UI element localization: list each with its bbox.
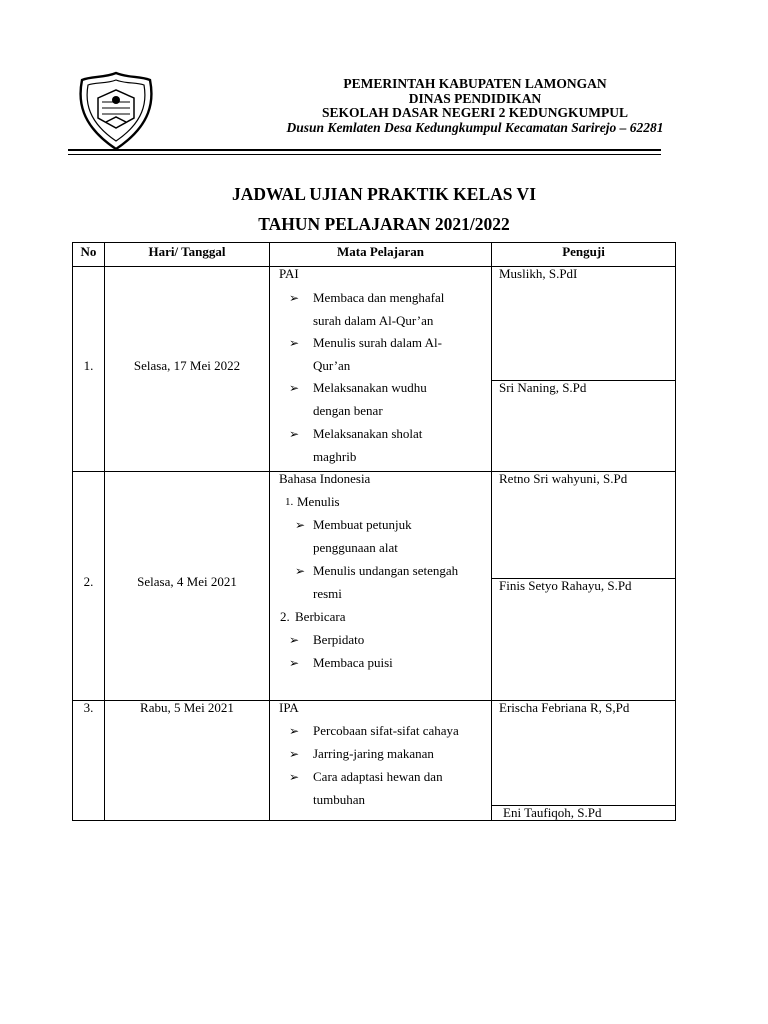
list-number: 2. — [280, 609, 290, 624]
subject-item: Melaksanakan sholat — [313, 426, 423, 441]
examiner-name: Erischa Febriana R, S,Pd — [499, 700, 630, 715]
table-divider — [73, 266, 675, 267]
subject-item: Melaksanakan wudhu — [313, 380, 427, 395]
row-date: Selasa, 17 Mei 2022 — [133, 358, 241, 373]
bullet-arrow-icon: ➢ — [295, 518, 306, 532]
letterhead-address: Dusun Kemlaten Desa Kedungkumpul Kecamatan Sarirejo – 62281 — [286, 119, 664, 135]
subject-item: Membaca puisi — [313, 655, 393, 670]
row-subject: PAI — [279, 266, 299, 281]
bullet-arrow-icon: ➢ — [289, 633, 300, 647]
table-divider — [491, 243, 492, 820]
letterhead-rule-thin — [68, 154, 661, 155]
examiner-name: Muslikh, S.PdI — [499, 266, 578, 281]
subject-item: Percobaan sifat-sifat cahaya — [313, 723, 459, 738]
row-number: 1. — [83, 358, 94, 373]
subject-item: resmi — [313, 586, 342, 601]
examiner-name: Eni Taufiqoh, S.Pd — [503, 805, 602, 820]
subject-item: Membaca dan menghafal — [313, 290, 445, 305]
column-header-subject: Mata Pelajaran — [336, 244, 424, 259]
row-subject: IPA — [279, 700, 299, 715]
list-number: 1. — [285, 496, 294, 508]
table-divider — [104, 243, 105, 820]
bullet-arrow-icon: ➢ — [289, 724, 300, 738]
row-date: Rabu, 5 Mei 2021 — [140, 700, 234, 715]
examiner-name: Sri Naning, S.Pd — [499, 380, 587, 395]
subject-item: Menulis undangan setengah — [313, 563, 459, 578]
letterhead — [170, 77, 768, 135]
document-subtitle: TAHUN PELAJARAN 2021/2022 — [258, 214, 510, 234]
subject-item: maghrib — [313, 449, 357, 464]
schedule-table — [72, 242, 676, 821]
bullet-arrow-icon: ➢ — [289, 427, 300, 441]
subject-subheading: Menulis — [297, 494, 340, 509]
school-emblem-icon — [76, 70, 156, 152]
table-divider — [269, 243, 270, 820]
examiner-name: Finis Setyo Rahayu, S.Pd — [499, 578, 632, 593]
column-header-no: No — [80, 244, 97, 259]
subject-item: Membuat petunjuk — [313, 517, 412, 532]
row-subject: Bahasa Indonesia — [279, 471, 371, 486]
letterhead-line-2: DINAS PENDIDIKAN — [408, 90, 542, 106]
subject-item: tumbuhan — [313, 792, 365, 807]
subject-item: dengan benar — [313, 403, 383, 418]
letterhead-line-1: PEMERINTAH KABUPATEN LAMONGAN — [343, 76, 607, 91]
letterhead-line-3: SEKOLAH DASAR NEGERI 2 KEDUNGKUMPUL — [321, 105, 629, 120]
row-number: 2. — [83, 574, 94, 589]
letterhead-rule-thick — [68, 149, 661, 151]
bullet-arrow-icon: ➢ — [289, 336, 300, 350]
subject-subheading: Berbicara — [295, 609, 346, 624]
column-header-examiner: Penguji — [562, 244, 605, 259]
subject-item: Menulis surah dalam Al- — [313, 335, 442, 350]
subject-item: Jarring-jaring makanan — [313, 746, 434, 761]
row-number: 3. — [83, 700, 94, 715]
examiner-name: Retno Sri wahyuni, S.Pd — [499, 471, 628, 486]
row-date: Selasa, 4 Mei 2021 — [137, 574, 237, 589]
bullet-arrow-icon: ➢ — [289, 747, 300, 761]
bullet-arrow-icon: ➢ — [295, 564, 306, 578]
column-header-date: Hari/ Tanggal — [148, 244, 226, 259]
bullet-arrow-icon: ➢ — [289, 381, 300, 395]
document-title: JADWAL UJIAN PRAKTIK KELAS VI — [231, 184, 537, 204]
subject-item: Berpidato — [313, 632, 365, 647]
bullet-arrow-icon: ➢ — [289, 656, 300, 670]
subject-item: penggunaan alat — [313, 540, 398, 555]
bullet-arrow-icon: ➢ — [289, 770, 300, 784]
subject-item: surah dalam Al-Qur’an — [313, 313, 434, 328]
subject-item: Cara adaptasi hewan dan — [313, 769, 443, 784]
subject-item: Qur’an — [313, 358, 351, 373]
bullet-arrow-icon: ➢ — [289, 291, 300, 305]
